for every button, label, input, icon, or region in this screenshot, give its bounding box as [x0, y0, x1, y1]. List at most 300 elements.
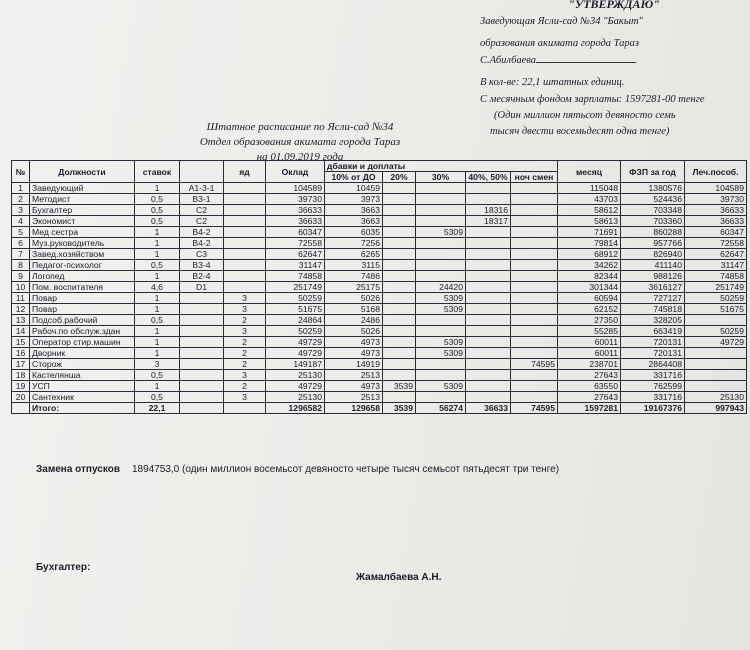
cell-no: 17: [12, 359, 30, 370]
subheader-20: 20%: [383, 172, 416, 183]
cell-night: 74595: [511, 359, 558, 370]
cell-healing: 50259: [685, 293, 747, 304]
cell-grade: [224, 205, 266, 216]
cell-grade: [224, 194, 266, 205]
total-cell-no: [12, 403, 30, 414]
cell-salary: 104589: [266, 183, 325, 194]
cell-annual: 411140: [621, 260, 685, 271]
approval-payroll-words-2: тысяч двести восемьдесят одна тенге): [490, 126, 670, 138]
replacement-value: 1894753,0 (один миллион восемьсот девяносто четыре тысяч семьсот пятьдесят три тенге): [131, 464, 560, 475]
cell-p4050: [466, 392, 511, 403]
header-no: №: [12, 161, 30, 183]
total-cell-level: [180, 403, 224, 414]
table-row: [12, 249, 747, 260]
header-salary: Оклад: [266, 161, 325, 183]
cell-salary: 60347: [266, 227, 325, 238]
cell-month: 58613: [558, 216, 621, 227]
cell-level: В4-2: [180, 227, 224, 238]
cell-grade: [224, 282, 266, 293]
table-row: [12, 326, 747, 337]
cell-level: [180, 337, 224, 348]
cell-month: 115048: [558, 183, 621, 194]
cell-grade: [224, 227, 266, 238]
cell-level: С2: [180, 205, 224, 216]
cell-p4050: [466, 194, 511, 205]
cell-level: [180, 370, 224, 381]
subheader-40-50: 40%, 50%: [466, 172, 511, 183]
cell-no: 8: [12, 260, 30, 271]
cell-p20: [383, 238, 416, 249]
cell-position: Пом. воспитателя: [30, 282, 135, 293]
cell-level: А1-3-1: [180, 183, 224, 194]
cell-p30: [416, 359, 466, 370]
cell-annual: 720131: [621, 337, 685, 348]
cell-to: 4973: [325, 348, 383, 359]
table-row: [12, 359, 747, 370]
cell-to: 2513: [325, 392, 383, 403]
cell-p30: [416, 315, 466, 326]
cell-to: 2513: [325, 370, 383, 381]
cell-healing: 104589: [685, 183, 747, 194]
cell-to: 4973: [325, 381, 383, 392]
total-cell-grade: [224, 403, 266, 414]
cell-salary: 24864: [266, 315, 325, 326]
cell-p30: [416, 194, 466, 205]
approval-head-line: Заведующая Ясли-сад №34 "Бакыт": [480, 15, 643, 27]
cell-to: 3115: [325, 260, 383, 271]
cell-position: Завед.хозяйством: [30, 249, 135, 260]
cell-night: [511, 293, 558, 304]
cell-no: 13: [12, 315, 30, 326]
cell-grade: [224, 238, 266, 249]
cell-p4050: 18316: [466, 205, 511, 216]
cell-p30: 5309: [416, 304, 466, 315]
cell-position: Оператор стир.машин: [30, 337, 135, 348]
header-rate: cтавок: [135, 161, 180, 183]
total-cell-healing: 997943: [685, 403, 747, 414]
cell-no: 6: [12, 238, 30, 249]
cell-salary: 25130: [266, 392, 325, 403]
cell-healing: [685, 381, 747, 392]
cell-night: [511, 205, 558, 216]
cell-rate: 1: [135, 227, 180, 238]
cell-p4050: 18317: [466, 216, 511, 227]
cell-healing: 251749: [685, 282, 747, 293]
cell-night: [511, 216, 558, 227]
cell-no: 3: [12, 205, 30, 216]
cell-night: [511, 194, 558, 205]
cell-salary: 51675: [266, 304, 325, 315]
cell-healing: 51675: [685, 304, 747, 315]
total-cell-p4050: 36633: [466, 403, 511, 414]
header-healing: Леч.пособ.: [685, 161, 747, 183]
cell-grade: 2: [224, 359, 266, 370]
cell-level: В2-4: [180, 271, 224, 282]
cell-night: [511, 249, 558, 260]
total-cell-month: 1597281: [558, 403, 621, 414]
cell-salary: 49729: [266, 348, 325, 359]
cell-grade: 2: [224, 348, 266, 359]
cell-p20: [383, 304, 416, 315]
cell-position: Муз.руководитель: [30, 238, 135, 249]
cell-annual: 331716: [621, 392, 685, 403]
cell-position: Дворник: [30, 348, 135, 359]
cell-healing: 62647: [685, 249, 747, 260]
cell-healing: 60347: [685, 227, 747, 238]
cell-rate: 1: [135, 381, 180, 392]
header-annual: ФЗП за год: [621, 161, 685, 183]
table-row: [12, 194, 747, 205]
cell-month: 34262: [558, 260, 621, 271]
table-row: [12, 381, 747, 392]
cell-p20: [383, 282, 416, 293]
cell-p20: [383, 216, 416, 227]
cell-healing: 31147: [685, 260, 747, 271]
cell-p30: [416, 205, 466, 216]
cell-p20: [383, 293, 416, 304]
cell-rate: 0,5: [135, 392, 180, 403]
cell-position: Сторож: [30, 359, 135, 370]
approval-payroll-words-1: (Один миллион пятьсот девяносто семь: [494, 109, 676, 121]
cell-annual: 727127: [621, 293, 685, 304]
cell-to: 3663: [325, 216, 383, 227]
cell-to: 3663: [325, 205, 383, 216]
cell-p30: [416, 238, 466, 249]
cell-annual: 331716: [621, 370, 685, 381]
accountant-name: Жамалбаева А.Н.: [356, 572, 442, 583]
cell-salary: 25130: [266, 370, 325, 381]
heading-line-2: Отдел образования акимата города Тараз: [199, 135, 401, 148]
cell-p20: [383, 260, 416, 271]
cell-month: 27643: [558, 392, 621, 403]
table-row: [12, 271, 747, 282]
cell-night: [511, 260, 558, 271]
cell-night: [511, 370, 558, 381]
cell-p20: [383, 249, 416, 260]
cell-rate: 1: [135, 326, 180, 337]
cell-position: Методист: [30, 194, 135, 205]
table-row: [12, 238, 747, 249]
cell-p4050: [466, 260, 511, 271]
cell-grade: 3: [224, 370, 266, 381]
approval-signature-line: [480, 52, 748, 69]
cell-rate: 1: [135, 271, 180, 282]
cell-p4050: [466, 370, 511, 381]
cell-salary: 50259: [266, 326, 325, 337]
cell-no: 4: [12, 216, 30, 227]
cell-salary: 251749: [266, 282, 325, 293]
approval-org-line: образования акимата города Тараз: [480, 37, 639, 49]
cell-p30: [416, 216, 466, 227]
cell-p4050: [466, 359, 511, 370]
cell-level: D1: [180, 282, 224, 293]
cell-position: Кастелянша: [30, 370, 135, 381]
cell-level: С3: [180, 249, 224, 260]
cell-healing: [685, 370, 747, 381]
cell-position: Повар: [30, 304, 135, 315]
cell-healing: 36633: [685, 205, 747, 216]
cell-to: 5026: [325, 326, 383, 337]
cell-night: [511, 183, 558, 194]
cell-level: [180, 381, 224, 392]
cell-grade: 3: [224, 304, 266, 315]
cell-annual: 703348: [621, 205, 685, 216]
cell-annual: 762599: [621, 381, 685, 392]
approval-title: "УТВЕРЖДАЮ": [568, 0, 660, 11]
cell-night: [511, 271, 558, 282]
cell-annual: 2864408: [621, 359, 685, 370]
cell-month: 238701: [558, 359, 621, 370]
cell-position: Сантехник: [30, 392, 135, 403]
cell-p30: [416, 271, 466, 282]
cell-grade: [224, 260, 266, 271]
cell-night: [511, 381, 558, 392]
cell-night: [511, 282, 558, 293]
cell-p4050: [466, 304, 511, 315]
cell-level: [180, 326, 224, 337]
cell-grade: 3: [224, 326, 266, 337]
cell-level: [180, 315, 224, 326]
table-row: [12, 282, 747, 293]
table-row: [12, 205, 747, 216]
cell-rate: 0,5: [135, 370, 180, 381]
cell-to: 6035: [325, 227, 383, 238]
cell-level: [180, 304, 224, 315]
cell-rate: 4,6: [135, 282, 180, 293]
cell-grade: 3: [224, 392, 266, 403]
cell-p20: [383, 370, 416, 381]
cell-healing: 25130: [685, 392, 747, 403]
cell-grade: 2: [224, 381, 266, 392]
cell-p30: 24420: [416, 282, 466, 293]
cell-month: 301344: [558, 282, 621, 293]
cell-rate: 0,5: [135, 216, 180, 227]
cell-to: 7486: [325, 271, 383, 282]
signature-blank: [536, 52, 636, 63]
document-heading: [150, 120, 450, 165]
cell-month: 62152: [558, 304, 621, 315]
cell-rate: 1: [135, 249, 180, 260]
replacement-label: Замена отпусков: [36, 464, 120, 475]
cell-p4050: [466, 249, 511, 260]
cell-rate: 0,5: [135, 194, 180, 205]
cell-no: 11: [12, 293, 30, 304]
cell-no: 9: [12, 271, 30, 282]
cell-healing: 74858: [685, 271, 747, 282]
cell-annual: 524436: [621, 194, 685, 205]
cell-level: [180, 392, 224, 403]
cell-salary: 149187: [266, 359, 325, 370]
cell-p30: 5309: [416, 293, 466, 304]
cell-position: УСП: [30, 381, 135, 392]
cell-grade: 2: [224, 315, 266, 326]
cell-salary: 72558: [266, 238, 325, 249]
cell-position: Повар: [30, 293, 135, 304]
cell-no: 5: [12, 227, 30, 238]
total-cell-annual: 19167376: [621, 403, 685, 414]
cell-to: 2486: [325, 315, 383, 326]
cell-p20: [383, 271, 416, 282]
cell-salary: 62647: [266, 249, 325, 260]
total-cell-position: Итого:: [30, 403, 135, 414]
cell-month: 60011: [558, 337, 621, 348]
header-position: Должности: [30, 161, 135, 183]
cell-to: 7256: [325, 238, 383, 249]
cell-p30: 5309: [416, 337, 466, 348]
cell-rate: 1: [135, 293, 180, 304]
cell-healing: 39730: [685, 194, 747, 205]
cell-month: 55285: [558, 326, 621, 337]
cell-month: 71691: [558, 227, 621, 238]
cell-annual: 703360: [621, 216, 685, 227]
cell-p4050: [466, 348, 511, 359]
cell-night: [511, 392, 558, 403]
total-cell-to: 129658: [325, 403, 383, 414]
cell-level: В3-1: [180, 194, 224, 205]
cell-grade: [224, 271, 266, 282]
cell-annual: 745818: [621, 304, 685, 315]
cell-annual: 1380576: [621, 183, 685, 194]
cell-month: 63550: [558, 381, 621, 392]
cell-rate: 3: [135, 359, 180, 370]
cell-grade: 3: [224, 293, 266, 304]
cell-p4050: [466, 337, 511, 348]
cell-annual: 860288: [621, 227, 685, 238]
cell-healing: 50259: [685, 326, 747, 337]
cell-to: 3973: [325, 194, 383, 205]
cell-healing: [685, 315, 747, 326]
accountant-label: Бухгалтер:: [36, 562, 91, 573]
heading-line-1: Штатное расписание по Ясли-сад №34: [206, 121, 394, 133]
cell-p4050: [466, 326, 511, 337]
cell-healing: [685, 348, 747, 359]
cell-p4050: [466, 293, 511, 304]
cell-no: 10: [12, 282, 30, 293]
cell-salary: 74858: [266, 271, 325, 282]
cell-salary: 49729: [266, 381, 325, 392]
cell-p20: [383, 326, 416, 337]
cell-no: 7: [12, 249, 30, 260]
cell-no: 16: [12, 348, 30, 359]
cell-p20: [383, 337, 416, 348]
cell-no: 15: [12, 337, 30, 348]
cell-p20: [383, 359, 416, 370]
cell-annual: 663419: [621, 326, 685, 337]
cell-healing: 49729: [685, 337, 747, 348]
vacation-replacement: [36, 464, 559, 475]
cell-rate: 1: [135, 348, 180, 359]
cell-annual: 328205: [621, 315, 685, 326]
cell-p30: 5309: [416, 381, 466, 392]
cell-month: 68912: [558, 249, 621, 260]
total-cell-p20: 3539: [383, 403, 416, 414]
cell-month: 58612: [558, 205, 621, 216]
cell-annual: 3616127: [621, 282, 685, 293]
cell-grade: [224, 249, 266, 260]
cell-salary: 36633: [266, 205, 325, 216]
cell-to: 6265: [325, 249, 383, 260]
cell-to: 5026: [325, 293, 383, 304]
cell-position: Подсоб.рабочий: [30, 315, 135, 326]
cell-to: 14919: [325, 359, 383, 370]
cell-annual: 957766: [621, 238, 685, 249]
table-row: [12, 392, 747, 403]
staffing-rows: [12, 183, 747, 403]
cell-level: С2: [180, 216, 224, 227]
cell-salary: 49729: [266, 337, 325, 348]
cell-month: 27350: [558, 315, 621, 326]
cell-salary: 50259: [266, 293, 325, 304]
table-row: [12, 227, 747, 238]
table-row: [12, 183, 747, 194]
cell-p4050: [466, 315, 511, 326]
cell-rate: 0,5: [135, 205, 180, 216]
table-row: [12, 304, 747, 315]
table-row: [12, 260, 747, 271]
subheader-to: 10% от ДО: [325, 172, 383, 183]
cell-position: Заведующий: [30, 183, 135, 194]
cell-p4050: [466, 183, 511, 194]
cell-position: Педагог-психолог: [30, 260, 135, 271]
cell-night: [511, 326, 558, 337]
header-grade: яд: [224, 161, 266, 183]
cell-night: [511, 337, 558, 348]
cell-no: 14: [12, 326, 30, 337]
cell-no: 1: [12, 183, 30, 194]
cell-month: 79814: [558, 238, 621, 249]
cell-rate: 0,5: [135, 260, 180, 271]
cell-p30: [416, 392, 466, 403]
cell-no: 19: [12, 381, 30, 392]
cell-night: [511, 315, 558, 326]
cell-p20: [383, 205, 416, 216]
header-month: месяц: [558, 161, 621, 183]
cell-p30: 5309: [416, 227, 466, 238]
cell-p30: [416, 370, 466, 381]
cell-salary: 36633: [266, 216, 325, 227]
subheader-30: 30%: [416, 172, 466, 183]
cell-position: Мед сестра: [30, 227, 135, 238]
cell-to: 10459: [325, 183, 383, 194]
total-cell-rate: 22,1: [135, 403, 180, 414]
cell-salary: 39730: [266, 194, 325, 205]
cell-p4050: [466, 282, 511, 293]
cell-p30: [416, 183, 466, 194]
cell-night: [511, 348, 558, 359]
cell-level: [180, 348, 224, 359]
cell-level: В3-4: [180, 260, 224, 271]
cell-no: 2: [12, 194, 30, 205]
total-cell-salary: 1296582: [266, 403, 325, 414]
total-row: [12, 403, 747, 414]
cell-grade: 2: [224, 337, 266, 348]
cell-month: 43703: [558, 194, 621, 205]
cell-p20: [383, 227, 416, 238]
approval-block: [480, 0, 748, 140]
cell-month: 82344: [558, 271, 621, 282]
cell-level: В4-2: [180, 238, 224, 249]
cell-p4050: [466, 227, 511, 238]
cell-to: 4973: [325, 337, 383, 348]
header-allowances: дбавки и доплаты: [325, 161, 558, 172]
cell-to: 25175: [325, 282, 383, 293]
table-row: [12, 337, 747, 348]
cell-position: Рабоч.по обслуж.здан: [30, 326, 135, 337]
table-row: [12, 348, 747, 359]
cell-p30: [416, 249, 466, 260]
approval-staff-count: В кол-ве: 22,1 штатных единиц.: [480, 77, 625, 89]
cell-level: [180, 293, 224, 304]
